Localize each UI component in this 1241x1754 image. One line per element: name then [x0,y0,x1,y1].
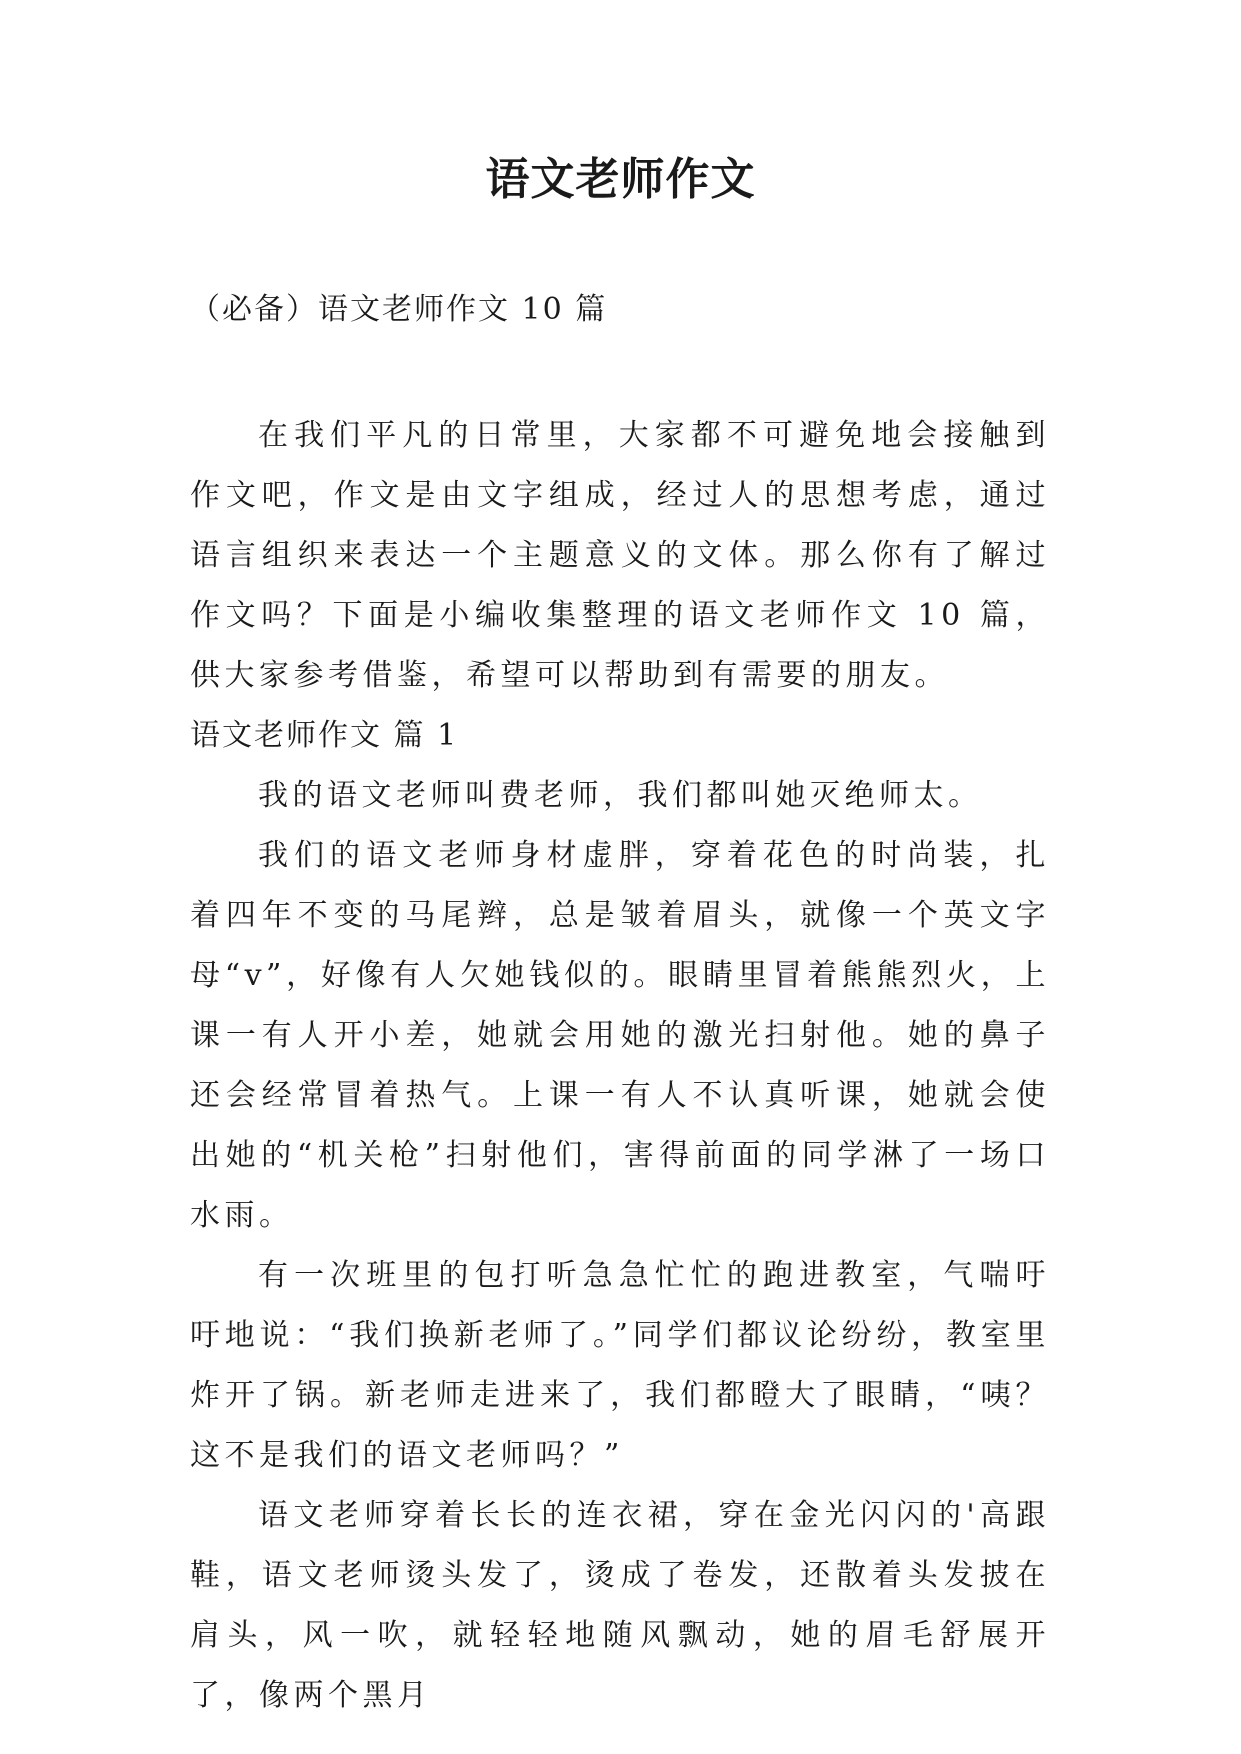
section-heading: 语文老师作文 篇 1 [190,718,459,753]
body-paragraph: 我的语文老师叫费老师，我们都叫她灭绝师太。 [258,778,983,813]
body-paragraph: 我们的语文老师身材虚胖，穿着花色的时尚装，扎着四年不变的马尾辫，总是皱着眉头，就像一个英文字母“v”，好像有人欠她钱似的。眼睛里冒着熊熊烈火，上课一有人开小差，她就会用她的激光扫射他。她的鼻子还会经常冒着热气。上课一有人不认真听课，她就会使出她的“机关枪”扫射他们，害得前面的同学淋了一场口水雨。 [190,838,1050,1233]
body-paragraph: 有一次班里的包打听急急忙忙的跑进教室，气喘吁吁地说：“我们换新老师了。”同学们都议论纷纷，教室里炸开了锅。新老师走进来了，我们都瞪大了眼睛，“咦？这不是我们的语文老师吗？” [190,1258,1050,1473]
intro-paragraph: 在我们平凡的日常里，大家都不可避免地会接触到作文吧，作文是由文字组成，经过人的思想考虑，通过语言组织来表达一个主题意义的文体。那么你有了解过作文吗？下面是小编收集整理的语文老师作文 10 篇，供大家参考借鉴，希望可以帮助到有需要的朋友。 [190,418,1050,693]
body-paragraph: 语文老师穿着长长的连衣裙，穿在金光闪闪的'高跟鞋，语文老师烫头发了，烫成了卷发，还散着头发披在肩头，风一吹，就轻轻地随风飘动，她的眉毛舒展开了，像两个黑月 [190,1498,1050,1713]
document-subtitle: （必备）语文老师作文 10 篇 [190,292,608,327]
document-body [190,406,1050,1726]
document-title: 语文老师作文 [485,154,756,205]
